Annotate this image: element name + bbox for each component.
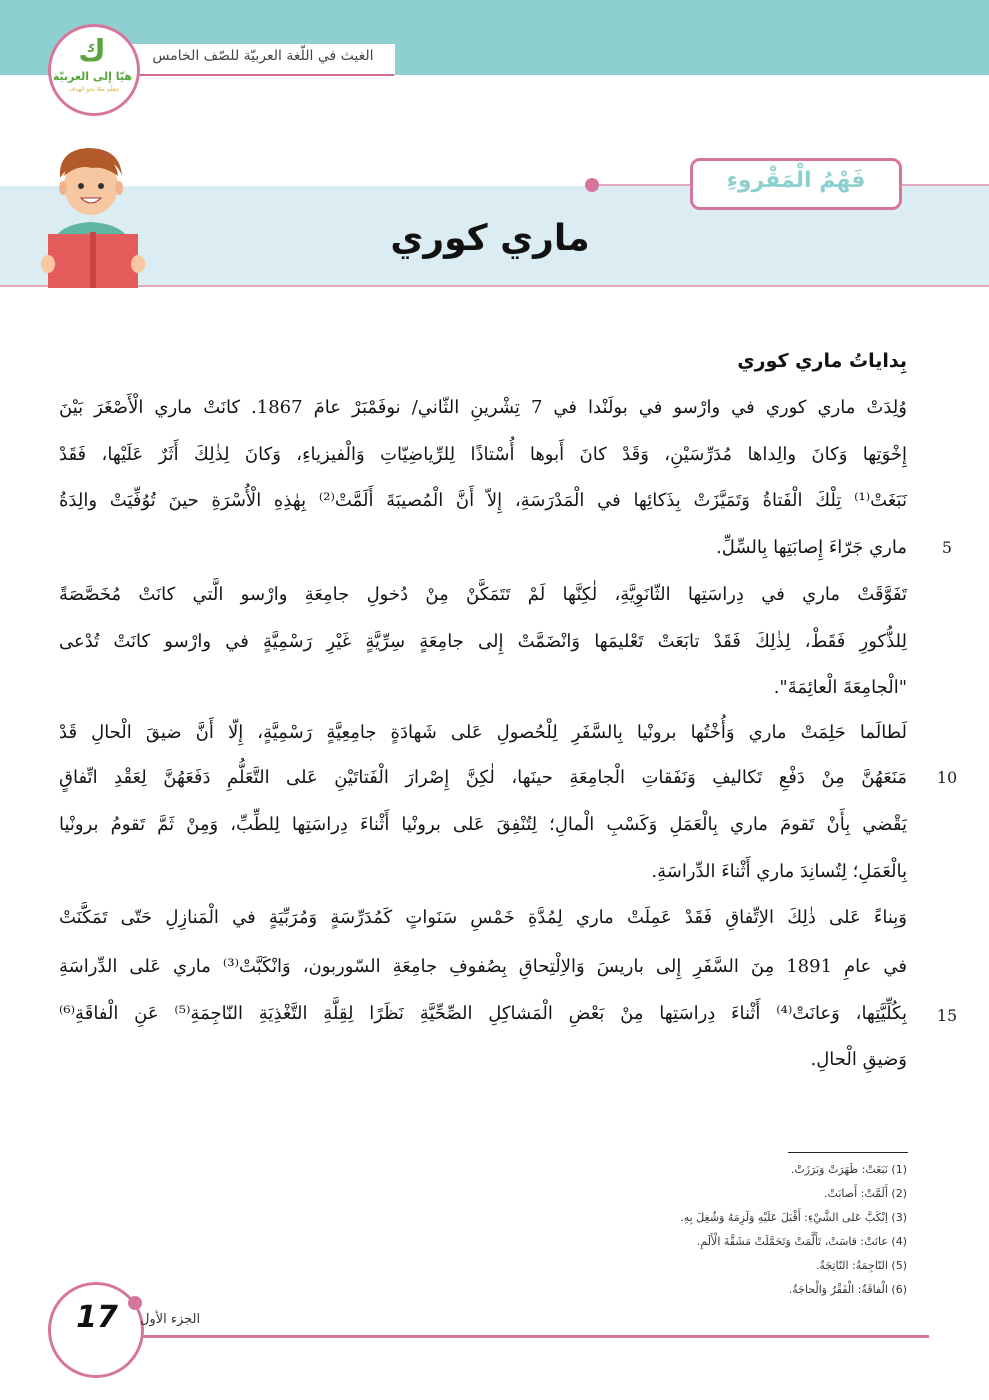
footnote: (5) النّاجِمَةُ: النّاتِجَةُ. <box>815 1259 907 1272</box>
page-title: ماري كوري <box>390 218 590 259</box>
footnote: (1) نَبَغَتْ: ظَهَرَتْ وَبَرَزَتْ. <box>790 1163 907 1176</box>
paragraph-line: وَبِناءً عَلى ذٰلِكَ الاِتِّفاقِ فَقَدْ عَمِلَتْ ماري لِمُدَّةِ خَمْسِ سَنَواتٍ كَمُدَرِّسَةٍ وَمُرَبِّيَةٍ في الْمَنازِلِ حَتّى تَمَكَّنَتْ <box>59 907 907 928</box>
paragraph-line: يَقْضي بِأَنْ تَقومَ ماري بِالْعَمَلِ وَكَسْبِ الْمالِ؛ لِتُنْفِقَ عَلى برونْيا أَثْناءَ دِراسَتِها لِلطِّبِّ، وَمِنْ ثَمَّ تَقومُ برونْيا <box>59 814 907 835</box>
paragraph-line: بِكُلِّيَّتِها، وَعانَتْ⁽⁴⁾ أَثْناءَ دِراسَتِها مِنْ بَعْضِ الْمَشاكِلِ الصِّحِّيَّةِ نَظَرًا لِقِلَّةِ التَّغْذِيَةِ النّاجِمَةِ⁽⁵⁾ عَنِ الْفاقَةِ⁽⁶⁾ <box>59 1003 907 1024</box>
logo-name: هيّا إلى العربيّة <box>52 70 132 83</box>
paragraph-line: لَطالَما حَلِمَتْ ماري وَأُخْتُها برونْيا بِالسَّفَرِ لِلْحُصولِ عَلى شَهادَةٍ جامِعِيَّةٍ رَسْمِيَّةٍ، إِلّا أَنَّ ضيقَ الْحالِ قَدْ <box>59 722 907 743</box>
footnote: (4) عانَتْ: قاسَتْ، تَأَلَّمَتْ وَتَحَمَّلَتْ مَشَقَّةَ الْأَلَمِ. <box>696 1235 907 1248</box>
logo-tagline: نتعلّم معًا نحو الهدف <box>68 86 120 93</box>
paragraph-line: بِالْعَمَلِ؛ لِتُسانِدَ ماري أَثْناءَ الدِّراسَةِ. <box>651 861 907 882</box>
paragraph-line: في عامِ 1891 مِنَ السَّفَرِ إِلى باريسَ وَالاِلْتِحاقِ بِصُفوفِ جامِعَةِ السّوربون، وَانْكَبَّتْ⁽³⁾ ماري عَلى الدِّراسَةِ <box>59 956 907 977</box>
logo-icon: ك <box>78 34 106 69</box>
paragraph-line: ماري جَرّاءَ إِصابَتِها بِالسِّلِّ. <box>716 537 907 558</box>
paragraph-line: "الْجامِعَةَ الْعائِمَةَ". <box>773 677 907 698</box>
line-number: 5 <box>941 538 953 557</box>
footnote: (6) الْفاقَةُ: الْفَقْرُ وَالْحاجَةُ. <box>788 1283 907 1296</box>
line-number: 10 <box>936 768 958 787</box>
paragraph-line: مَنَعَهُنَّ مِنْ دَفْعِ تَكاليفِ وَنَفَقاتِ الْجامِعَةِ حينَها، لٰكِنَّ إِصْرارَ الْفَتاتَيْنِ عَلى التَّعَلُّمِ دَفَعَهُنَّ لِعَقْدِ اتِّفاقٍ <box>59 767 907 788</box>
footnote: (2) أَلَمَّتْ: أَصابَتْ. <box>824 1187 907 1200</box>
header-underline <box>130 74 394 76</box>
footer-rule <box>120 1335 929 1338</box>
footnote: (3) اِنْكَبَّ عَلى الشَّيْءِ: أَقْبَلَ عَلَيْهِ وَلَزِمَهُ وَشُغِلَ بِهِ. <box>680 1211 907 1224</box>
line-number: 15 <box>936 1006 958 1025</box>
footnote-divider <box>788 1152 908 1153</box>
paragraph-line: نَبَغَتْ⁽¹⁾ تِلْكَ الْفَتاةُ وَتَمَيَّزَتْ بِذَكائِها في الْمَدْرَسَةِ، إِلاّ أَنَّ الْمُصيبَةَ أَلَمَّتْ⁽²⁾ بِهٰذِهِ الْأُسْرَةِ حينَ تُوُفِّيَتْ والِدَةُ <box>59 490 907 511</box>
section-dot <box>585 178 599 192</box>
paragraph-line: وَضيقِ الْحالِ. <box>810 1049 907 1070</box>
section-label: فَهْمُ الْمَقْروءِ <box>726 168 866 193</box>
part-label: الجزء الأول <box>140 1312 201 1327</box>
paragraph-line: إِخْوَتِها وَكانَ والِداها مُدَرِّسَيْنِ، وَقَدْ كانَ أَبوها أُسْتاذًا لِلرِّياضِيّاتِ وَالْفيزياءِ، وَكانَ لِذٰلِكَ أَثَرٌ عَلَيْها، فَقَدْ <box>59 444 907 465</box>
band-bottom-rule <box>0 285 989 287</box>
book-title: الغيث في اللّغة العربيّة للصّف الخامس <box>152 48 374 64</box>
paragraph-line: تَفَوَّقَتْ ماري في دِراسَتِها الثّانَوِيَّةِ، لٰكِنَّها لَمْ تَتَمَكَّنْ مِنْ دُخولِ جامِعَةِ وارْسو الَّتي كانَتْ مُخَصَّصَةً <box>59 584 907 605</box>
paragraph-line: لِلذُّكورِ فَقَطْ، لِذٰلِكَ فَقَدْ تابَعَتْ تَعْليمَها وَانْضَمَّتْ إِلى جامِعَةٍ سِرِّيَّةٍ غَيْرِ رَسْمِيَّةٍ في وارْسو كانَتْ تُدْعى <box>59 631 907 652</box>
page-number: 17 <box>76 1300 118 1335</box>
boy-reading-icon <box>38 142 148 288</box>
article-subtitle: بِداياتُ ماري كوري <box>737 350 907 372</box>
paragraph-line: وُلِدَتْ ماري كوري في وارْسو في بولَنْدا في 7 تِشْرينِ الثّاني/ نوفَمْبَرْ عامَ 1867. كانَتْ ماري الْأَصْغَرَ بَيْنَ <box>59 397 907 418</box>
